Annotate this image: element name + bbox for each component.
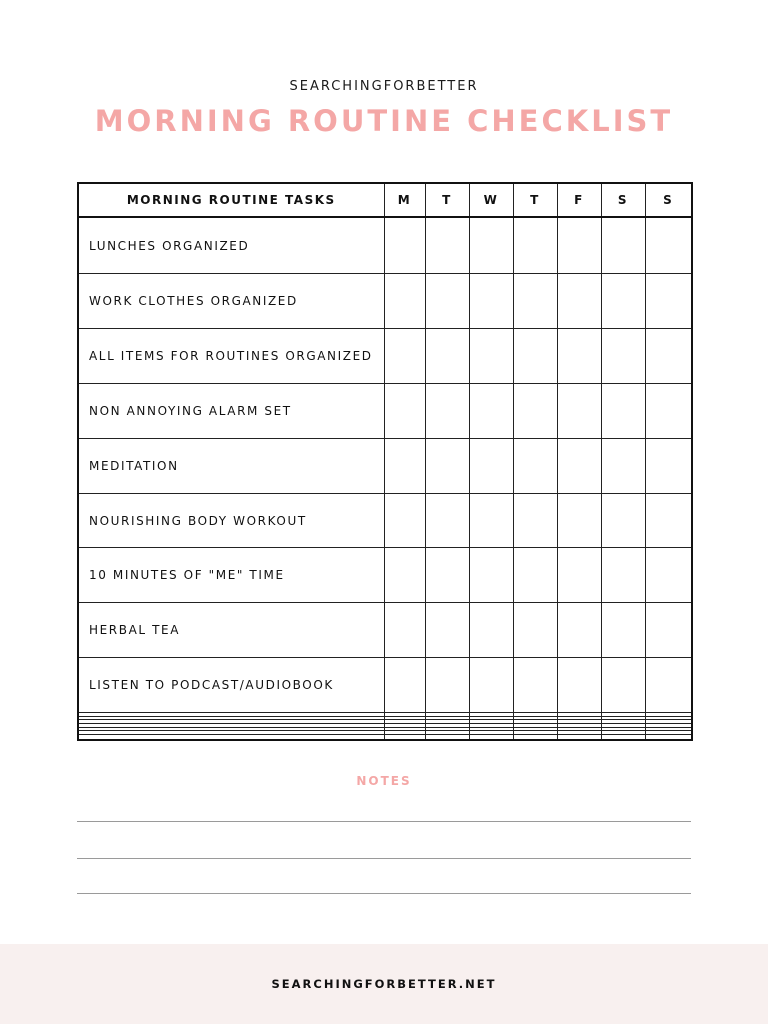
check-cell[interactable] xyxy=(469,603,513,658)
check-cell[interactable] xyxy=(425,438,469,493)
check-cell[interactable] xyxy=(469,735,513,741)
notes-line[interactable] xyxy=(77,858,691,859)
check-cell[interactable] xyxy=(645,548,692,603)
check-cell[interactable] xyxy=(557,217,601,274)
check-cell[interactable] xyxy=(425,603,469,658)
check-cell[interactable] xyxy=(425,274,469,329)
task-cell: HERBAL TEA xyxy=(78,603,384,658)
check-cell[interactable] xyxy=(513,438,557,493)
check-cell[interactable] xyxy=(557,548,601,603)
check-cell[interactable] xyxy=(425,493,469,548)
check-cell[interactable] xyxy=(384,735,425,741)
check-cell[interactable] xyxy=(601,493,645,548)
task-cell: MEDITATION xyxy=(78,438,384,493)
check-cell[interactable] xyxy=(645,217,692,274)
check-cell[interactable] xyxy=(384,658,425,713)
check-cell[interactable] xyxy=(557,735,601,741)
table-row xyxy=(78,383,692,438)
check-cell[interactable] xyxy=(601,548,645,603)
task-cell[interactable] xyxy=(78,735,384,741)
task-cell: LUNCHES ORGANIZED xyxy=(78,217,384,274)
check-cell[interactable] xyxy=(645,603,692,658)
check-cell[interactable] xyxy=(425,329,469,384)
check-cell[interactable] xyxy=(384,217,425,274)
check-cell[interactable] xyxy=(384,493,425,548)
check-cell[interactable] xyxy=(384,383,425,438)
task-cell: NON ANNOYING ALARM SET xyxy=(78,383,384,438)
check-cell[interactable] xyxy=(513,329,557,384)
check-cell[interactable] xyxy=(601,658,645,713)
check-cell[interactable] xyxy=(601,383,645,438)
check-cell[interactable] xyxy=(557,603,601,658)
day-header-thursday: T xyxy=(513,183,557,217)
check-cell[interactable] xyxy=(601,329,645,384)
check-cell[interactable] xyxy=(469,217,513,274)
check-cell[interactable] xyxy=(513,493,557,548)
check-cell[interactable] xyxy=(557,493,601,548)
check-cell[interactable] xyxy=(601,217,645,274)
check-cell[interactable] xyxy=(469,548,513,603)
brand-name: SEARCHINGFORBETTER xyxy=(289,79,479,94)
check-cell[interactable] xyxy=(513,274,557,329)
notes-line[interactable] xyxy=(77,821,691,822)
check-cell[interactable] xyxy=(384,548,425,603)
day-header-wednesday: W xyxy=(469,183,513,217)
check-cell[interactable] xyxy=(425,658,469,713)
task-column-header: MORNING ROUTINE TASKS xyxy=(78,183,384,217)
task-cell: 10 MINUTES OF "ME" TIME xyxy=(78,548,384,603)
check-cell[interactable] xyxy=(384,329,425,384)
table-row xyxy=(78,735,692,741)
check-cell[interactable] xyxy=(645,383,692,438)
table-row xyxy=(78,438,692,493)
check-cell[interactable] xyxy=(557,274,601,329)
check-cell[interactable] xyxy=(601,438,645,493)
task-cell: LISTEN TO PODCAST/AUDIOBOOK xyxy=(78,658,384,713)
task-cell: NOURISHING BODY WORKOUT xyxy=(78,493,384,548)
day-header-tuesday: T xyxy=(425,183,469,217)
table-row xyxy=(78,603,692,658)
notes-line[interactable] xyxy=(77,893,691,894)
notes-heading: NOTES xyxy=(356,774,412,788)
check-cell[interactable] xyxy=(601,603,645,658)
check-cell[interactable] xyxy=(645,329,692,384)
check-cell[interactable] xyxy=(513,217,557,274)
check-cell[interactable] xyxy=(557,438,601,493)
day-header-saturday: S xyxy=(601,183,645,217)
check-cell[interactable] xyxy=(557,329,601,384)
table-row xyxy=(78,217,692,274)
check-cell[interactable] xyxy=(645,658,692,713)
table-row xyxy=(78,493,692,548)
header-row xyxy=(78,183,692,217)
day-header-monday: M xyxy=(384,183,425,217)
check-cell[interactable] xyxy=(425,735,469,741)
footer-website: SEARCHINGFORBETTER.NET xyxy=(271,977,497,991)
check-cell[interactable] xyxy=(513,383,557,438)
check-cell[interactable] xyxy=(513,603,557,658)
table-row xyxy=(78,274,692,329)
footer-bar xyxy=(0,944,768,1024)
check-cell[interactable] xyxy=(469,274,513,329)
check-cell[interactable] xyxy=(601,274,645,329)
check-cell[interactable] xyxy=(469,658,513,713)
check-cell[interactable] xyxy=(425,217,469,274)
checklist-table xyxy=(77,182,693,741)
check-cell[interactable] xyxy=(469,383,513,438)
day-header-friday: F xyxy=(557,183,601,217)
table-row xyxy=(78,658,692,713)
check-cell[interactable] xyxy=(513,735,557,741)
table-row xyxy=(78,548,692,603)
check-cell[interactable] xyxy=(645,274,692,329)
task-cell: WORK CLOTHES ORGANIZED xyxy=(78,274,384,329)
check-cell[interactable] xyxy=(513,548,557,603)
check-cell[interactable] xyxy=(645,493,692,548)
check-cell[interactable] xyxy=(601,735,645,741)
check-cell[interactable] xyxy=(469,493,513,548)
check-cell[interactable] xyxy=(513,658,557,713)
check-cell[interactable] xyxy=(384,438,425,493)
day-header-sunday: S xyxy=(645,183,692,217)
check-cell[interactable] xyxy=(384,603,425,658)
check-cell[interactable] xyxy=(557,383,601,438)
check-cell[interactable] xyxy=(645,438,692,493)
check-cell[interactable] xyxy=(557,658,601,713)
table-row xyxy=(78,329,692,384)
check-cell[interactable] xyxy=(425,548,469,603)
check-cell[interactable] xyxy=(469,438,513,493)
check-cell[interactable] xyxy=(384,274,425,329)
check-cell[interactable] xyxy=(645,735,692,741)
check-cell[interactable] xyxy=(469,329,513,384)
task-cell: ALL ITEMS FOR ROUTINES ORGANIZED xyxy=(78,329,384,384)
check-cell[interactable] xyxy=(425,383,469,438)
page-title: MORNING ROUTINE CHECKLIST xyxy=(94,104,674,138)
